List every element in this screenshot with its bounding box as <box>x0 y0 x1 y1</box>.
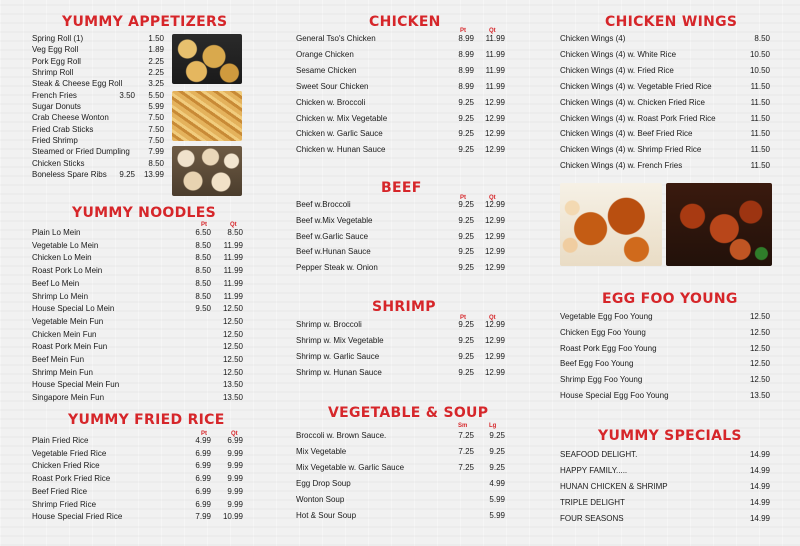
noodles-item-name: Roast Pork Mein Fun <box>32 342 108 351</box>
wings-item-price: 8.50 <box>754 34 770 43</box>
chicken-qt-label: Qt <box>489 28 496 34</box>
fried-rice-item-name: Shrimp Fried Rice <box>32 500 97 509</box>
wings-item-price: 11.50 <box>750 129 770 138</box>
egg-foo-item-name: Beef Egg Foo Young <box>560 359 634 368</box>
wings-item-name: Chicken Wings (4) w. French Fries <box>560 161 683 170</box>
fried-rice-item-large-price: 9.99 <box>227 449 243 458</box>
beef-item-small-price: 9.25 <box>458 263 474 272</box>
wings-item-name: Chicken Wings (4) w. Fried Rice <box>560 66 674 75</box>
veg-soup-item-large-price: 9.25 <box>489 431 505 440</box>
chicken-item-name: Chicken w. Broccoli <box>296 98 366 107</box>
noodles-item-large-price: 12.50 <box>222 355 243 364</box>
shrimp-title: SHRIMP <box>372 299 436 315</box>
wings-item-price: 11.50 <box>750 161 770 170</box>
noodles-item-large-price: 12.50 <box>222 330 243 339</box>
appetizers-item-large-price: 2.25 <box>148 57 164 66</box>
wings-item-name: Chicken Wings (4) <box>560 34 626 43</box>
fried-rice-item-name: House Special Fried Rice <box>32 512 123 521</box>
fried-rice-item-name: Chicken Fried Rice <box>32 461 100 470</box>
wings-item-name: Chicken Wings (4) w. Vegetable Fried Rice <box>560 82 712 91</box>
noodles-item-large-price: 11.99 <box>223 241 243 250</box>
egg-foo-item-price: 12.50 <box>749 375 770 384</box>
fried-rice-item-small-price: 6.99 <box>195 487 211 496</box>
wings-item-price: 11.50 <box>750 98 770 107</box>
egg-foo-item-name: Shrimp Egg Foo Young <box>560 375 643 384</box>
beef-item-large-price: 12.99 <box>484 247 505 256</box>
fried-rice-item-small-price: 6.99 <box>195 449 211 458</box>
veg-soup-item-name: Broccoli w. Brown Sauce. <box>296 431 387 440</box>
beef-item-large-price: 12.99 <box>484 232 505 241</box>
appetizers-item-small-price: 3.50 <box>119 91 135 100</box>
chicken-title: CHICKEN <box>369 14 441 30</box>
appetizers-item-name: Crab Cheese Wonton <box>32 113 109 122</box>
noodles-item-small-price: 8.50 <box>195 279 211 288</box>
shrimp-item-small-price: 9.25 <box>458 352 474 361</box>
shrimp-item-small-price: 9.25 <box>458 368 474 377</box>
appetizers-title: YUMMY APPETIZERS <box>62 14 228 30</box>
fried-rice-qt-label: Qt <box>231 431 238 437</box>
fried-rice-item-large-price: 6.99 <box>227 436 243 445</box>
fried-rice-item-name: Plain Fried Rice <box>32 436 89 445</box>
noodles-item-name: Plain Lo Mein <box>32 228 81 237</box>
noodles-item-name: Beef Lo Mein <box>32 279 80 288</box>
wings-item-name: Chicken Wings (4) w. Shrimp Fried Rice <box>560 145 702 154</box>
appetizers-item-name: French Fries <box>32 91 77 100</box>
appetizers-item-large-price: 5.99 <box>148 102 164 111</box>
fried-rice-item-large-price: 9.99 <box>227 474 243 483</box>
appetizers-item-large-price: 1.89 <box>148 45 164 54</box>
wings-item-price: 11.50 <box>750 114 770 123</box>
appetizers-item-name: Spring Roll (1) <box>32 34 84 43</box>
noodles-item-small-price: 9.50 <box>195 304 211 313</box>
wings-item-price: 10.50 <box>749 66 770 75</box>
beef-item-name: Beef w.Mix Vegetable <box>296 216 373 225</box>
fried-rice-item-small-price: 6.99 <box>195 500 211 509</box>
shrimp-item-large-price: 12.99 <box>484 320 505 329</box>
chicken-item-large-price: 12.99 <box>484 114 505 123</box>
fried-rice-item-small-price: 7.99 <box>195 512 211 521</box>
appetizers-item-large-price: 8.50 <box>148 159 164 168</box>
veg-soup-item-large-price: 5.99 <box>489 511 505 520</box>
fried-rice-pt-label: Pt <box>201 431 207 437</box>
beef-item-small-price: 9.25 <box>458 247 474 256</box>
veg-soup-item-small-price: 7.25 <box>458 447 474 456</box>
noodles-item-small-price: 8.50 <box>195 266 211 275</box>
chicken-item-name: Sweet Sour Chicken <box>296 82 369 91</box>
fried-rice-item-small-price: 6.99 <box>195 474 211 483</box>
veg-soup-item-name: Mix Vegetable w. Garlic Sauce <box>296 463 405 472</box>
chicken-item-small-price: 9.25 <box>458 98 474 107</box>
chicken-item-large-price: 12.99 <box>484 145 505 154</box>
wings-item-name: Chicken Wings (4) w. Roast Pork Fried Rice <box>560 114 716 123</box>
beef-item-name: Beef w.Garlic Sauce <box>296 232 369 241</box>
chicken-item-name: Chicken w. Hunan Sauce <box>296 145 386 154</box>
noodles-item-name: Shrimp Lo Mein <box>32 292 89 301</box>
noodles-item-name: House Special Lo Mein <box>32 304 115 313</box>
noodles-item-large-price: 12.50 <box>222 317 243 326</box>
veg-soup-item-large-price: 5.99 <box>489 495 505 504</box>
appetizers-item-name: Fried Crab Sticks <box>32 125 94 134</box>
chicken-item-large-price: 12.99 <box>484 98 505 107</box>
noodles-item-large-price: 8.50 <box>227 228 243 237</box>
appetizers-item-large-price: 7.99 <box>148 147 164 156</box>
egg-foo-item-name: House Special Egg Foo Young <box>560 391 669 400</box>
fried-rice-item-name: Beef Fried Rice <box>32 487 88 496</box>
chicken-item-small-price: 8.99 <box>458 82 474 91</box>
appetizers-item-name: Boneless Spare Ribs <box>32 170 107 179</box>
specials-item-price: 14.99 <box>749 514 770 523</box>
chicken-item-small-price: 8.99 <box>458 50 474 59</box>
specials-item-price: 14.99 <box>749 498 770 507</box>
chicken-pt-label: Pt <box>460 28 466 34</box>
chicken-item-large-price: 11.99 <box>485 82 505 91</box>
appetizers-item-large-price: 1.50 <box>148 34 164 43</box>
noodles-item-name: Singapore Mein Fun <box>32 393 105 402</box>
specials-item-price: 14.99 <box>749 450 770 459</box>
fried-rice-item-large-price: 9.99 <box>227 500 243 509</box>
chicken-item-large-price: 11.99 <box>485 66 505 75</box>
veg-soup-item-large-price: 9.25 <box>489 463 505 472</box>
shrimp-item-name: Shrimp w. Broccoli <box>296 320 362 329</box>
chicken-item-small-price: 8.99 <box>458 66 474 75</box>
egg-foo-item-price: 12.50 <box>749 312 770 321</box>
appetizers-item-large-price: 5.50 <box>148 91 164 100</box>
chicken-item-large-price: 11.99 <box>485 34 505 43</box>
egg-foo-item-name: Vegetable Egg Foo Young <box>560 312 653 321</box>
chicken-item-small-price: 9.25 <box>458 129 474 138</box>
specials-item-price: 14.99 <box>749 482 770 491</box>
beef-item-small-price: 9.25 <box>458 232 474 241</box>
egg-foo-item-price: 13.50 <box>749 391 770 400</box>
noodles-pt-label: Pt <box>201 222 207 228</box>
noodles-item-name: Roast Pork Lo Mein <box>32 266 103 275</box>
beef-item-name: Beef w.Broccoli <box>296 200 351 209</box>
noodles-item-small-price: 8.50 <box>195 241 211 250</box>
shrimp-item-small-price: 9.25 <box>458 320 474 329</box>
appetizers-item-large-price: 7.50 <box>148 136 164 145</box>
shrimp-item-large-price: 12.99 <box>484 352 505 361</box>
appetizers-item-name: Veg Egg Roll <box>32 45 79 54</box>
chicken-item-small-price: 9.25 <box>458 145 474 154</box>
veg-soup-item-name: Egg Drop Soup <box>296 479 351 488</box>
noodles-item-small-price: 6.50 <box>195 228 211 237</box>
chicken-item-small-price: 9.25 <box>458 114 474 123</box>
chicken-item-name: Chicken w. Mix Vegetable <box>296 114 388 123</box>
noodles-item-large-price: 13.50 <box>222 393 243 402</box>
wings-title: CHICKEN WINGS <box>605 14 738 30</box>
appetizers-item-large-price: 3.25 <box>148 79 164 88</box>
beef-pt-label: Pt <box>460 195 466 201</box>
noodles-title: YUMMY NOODLES <box>72 205 216 221</box>
specials-item-name: SEAFOOD DELIGHT. <box>560 450 638 459</box>
specials-item-name: FOUR SEASONS <box>560 514 624 523</box>
appetizers-item-large-price: 7.50 <box>148 113 164 122</box>
specials-item-price: 14.99 <box>749 466 770 475</box>
noodles-item-large-price: 11.99 <box>223 292 243 301</box>
wings-item-price: 10.50 <box>749 50 770 59</box>
veg-soup-sm-label: Sm <box>458 423 468 429</box>
noodles-item-large-price: 11.99 <box>223 266 243 275</box>
egg-foo-item-name: Roast Pork Egg Foo Young <box>560 344 657 353</box>
veg-soup-item-large-price: 9.25 <box>489 447 505 456</box>
veg-soup-item-name: Hot & Sour Soup <box>296 511 357 520</box>
chicken-item-large-price: 12.99 <box>484 129 505 138</box>
veg-soup-item-large-price: 4.99 <box>489 479 505 488</box>
specials-title: YUMMY SPECIALS <box>598 428 742 444</box>
fried-rice-item-name: Roast Pork Fried Rice <box>32 474 111 483</box>
appetizers-item-name: Pork Egg Roll <box>32 57 81 66</box>
beef-qt-label: Qt <box>489 195 496 201</box>
appetizers-item-small-price: 9.25 <box>119 170 135 179</box>
beef-item-name: Pepper Steak w. Onion <box>296 263 378 272</box>
beef-item-small-price: 9.25 <box>458 200 474 209</box>
noodles-item-name: House Special Mein Fun <box>32 380 120 389</box>
veg-soup-item-name: Mix Vegetable <box>296 447 347 456</box>
wings-item-price: 11.50 <box>750 82 770 91</box>
noodles-item-large-price: 12.50 <box>222 368 243 377</box>
egg-foo-item-price: 12.50 <box>749 344 770 353</box>
beef-item-name: Beef w.Hunan Sauce <box>296 247 371 256</box>
shrimp-item-name: Shrimp w. Mix Vegetable <box>296 336 384 345</box>
fried-rice-item-large-price: 10.99 <box>222 512 243 521</box>
veg-soup-lg-label: Lg <box>489 423 497 429</box>
noodles-item-large-price: 11.99 <box>223 253 243 262</box>
noodles-item-name: Beef Mein Fun <box>32 355 85 364</box>
chicken-item-name: General Tso's Chicken <box>296 34 376 43</box>
appetizers-item-large-price: 2.25 <box>148 68 164 77</box>
noodles-qt-label: Qt <box>230 222 237 228</box>
egg-foo-item-name: Chicken Egg Foo Young <box>560 328 646 337</box>
noodles-item-name: Chicken Lo Mein <box>32 253 92 262</box>
shrimp-qt-label: Qt <box>489 315 496 321</box>
chicken-item-small-price: 8.99 <box>458 34 474 43</box>
crab-sticks-photo <box>172 91 242 141</box>
noodles-item-large-price: 12.50 <box>222 304 243 313</box>
fried-rice-item-name: Vegetable Fried Rice <box>32 449 107 458</box>
beef-item-small-price: 9.25 <box>458 216 474 225</box>
fried-rice-item-large-price: 9.99 <box>227 487 243 496</box>
wings-item-name: Chicken Wings (4) w. White Rice <box>560 50 677 59</box>
appetizers-item-name: Steamed or Fried Dumpling <box>32 147 130 156</box>
noodles-item-name: Shrimp Mein Fun <box>32 368 93 377</box>
beef-item-large-price: 12.99 <box>484 216 505 225</box>
egg-foo-young-title: EGG FOO YOUNG <box>602 291 738 307</box>
veg-soup-title: VEGETABLE & SOUP <box>328 405 489 421</box>
veg-soup-item-small-price: 7.25 <box>458 431 474 440</box>
noodles-item-large-price: 13.50 <box>222 380 243 389</box>
sugar-donuts-photo <box>172 146 242 196</box>
shrimp-item-small-price: 9.25 <box>458 336 474 345</box>
noodles-item-small-price: 8.50 <box>195 292 211 301</box>
shrimp-item-name: Shrimp w. Hunan Sauce <box>296 368 382 377</box>
specials-item-name: HAPPY FAMILY..... <box>560 466 628 475</box>
shrimp-item-large-price: 12.99 <box>484 336 505 345</box>
noodles-item-large-price: 11.99 <box>223 279 243 288</box>
appetizers-item-large-price: 7.50 <box>148 125 164 134</box>
appetizers-item-name: Chicken Sticks <box>32 159 85 168</box>
shrimp-item-large-price: 12.99 <box>484 368 505 377</box>
fried-rice-title: YUMMY FRIED RICE <box>68 412 225 428</box>
beef-title: BEEF <box>381 180 422 196</box>
egg-foo-item-price: 12.50 <box>749 359 770 368</box>
specials-item-name: HUNAN CHICKEN & SHRIMP <box>560 482 668 491</box>
appetizers-item-name: Fried Shrimp <box>32 136 78 145</box>
chicken-item-large-price: 11.99 <box>485 50 505 59</box>
veg-soup-item-small-price: 7.25 <box>458 463 474 472</box>
chicken-item-name: Orange Chicken <box>296 50 354 59</box>
noodles-item-small-price: 8.50 <box>195 253 211 262</box>
shrimp-item-name: Shrimp w. Garlic Sauce <box>296 352 380 361</box>
beef-item-large-price: 12.99 <box>484 263 505 272</box>
chicken-wings-photo <box>560 183 662 266</box>
wings-item-price: 11.50 <box>750 145 770 154</box>
appetizers-item-name: Steak & Cheese Egg Roll <box>32 79 123 88</box>
egg-foo-item-price: 12.50 <box>749 328 770 337</box>
wings-item-name: Chicken Wings (4) w. Beef Fried Rice <box>560 129 693 138</box>
chicken-item-name: Sesame Chicken <box>296 66 357 75</box>
noodles-item-name: Vegetable Mein Fun <box>32 317 104 326</box>
appetizers-item-large-price: 13.99 <box>143 170 164 179</box>
beef-item-large-price: 12.99 <box>484 200 505 209</box>
noodles-item-name: Vegetable Lo Mein <box>32 241 99 250</box>
veg-soup-item-name: Wonton Soup <box>296 495 345 504</box>
appetizers-item-name: Shrimp Roll <box>32 68 74 77</box>
egg-rolls-photo <box>172 34 242 84</box>
noodles-item-large-price: 12.50 <box>222 342 243 351</box>
sesame-chicken-photo <box>666 183 772 266</box>
appetizers-item-name: Sugar Donuts <box>32 102 81 111</box>
chicken-item-name: Chicken w. Garlic Sauce <box>296 129 383 138</box>
wings-item-name: Chicken Wings (4) w. Chicken Fried Rice <box>560 98 705 107</box>
specials-item-name: TRIPLE DELIGHT <box>560 498 625 507</box>
fried-rice-item-small-price: 4.99 <box>195 436 211 445</box>
fried-rice-item-large-price: 9.99 <box>227 461 243 470</box>
shrimp-pt-label: Pt <box>460 315 466 321</box>
fried-rice-item-small-price: 6.99 <box>195 461 211 470</box>
noodles-item-name: Chicken Mein Fun <box>32 330 97 339</box>
